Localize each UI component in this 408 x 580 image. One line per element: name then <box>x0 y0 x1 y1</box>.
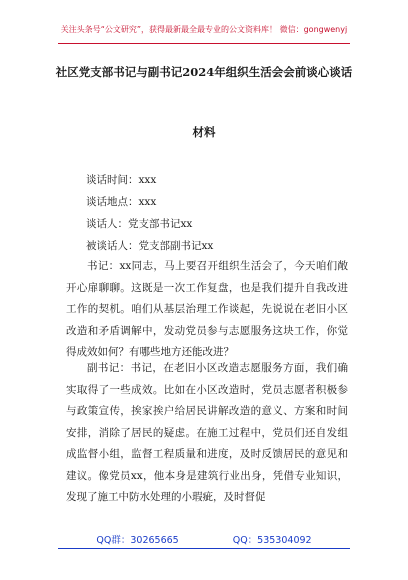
meta-speaker: 谈话人：党支部书记xx <box>86 218 193 230</box>
footer-qq-group: QQ群：30265665 <box>96 535 179 546</box>
footer-qq: QQ：535304092 <box>232 535 312 546</box>
meta-listener: 被谈话人：党支部副书记xx <box>86 240 214 252</box>
header-divider <box>58 43 350 44</box>
paragraph-secretary: 书记：xx同志，马上要召开组织生活会了，今天咱们敞开心扉聊聊。这既是一次工作复盘，也是我们提升自我改进工作的契机。咱们从基层治理工作谈起，先说说在老旧小区改造和矛盾调解中，发动党员参与志愿服务这块工作，你觉得成效如何？有哪些地方还能改进？ <box>66 260 348 358</box>
footer-contact <box>0 532 408 546</box>
document-title: 社区党支部书记与副书记2024年组织生活会会前谈心谈话 <box>55 65 353 79</box>
paragraph-deputy-secretary: 副书记：书记，在老旧小区改造志愿服务方面，我们确实取得了一些成效。比如在小区改造时，党员志愿者积极参与政策宣传，挨家挨户给居民讲解改造的意义、方案和时间安排，消除了居民的疑虑。在施工过程中，党员们还自发组成监督小组，监督工程质量和进度，及时反馈居民的意见和建议。像党员xx，他本身是建筑行业出身，凭借专业知识，发现了施工中防水处理的小瑕疵，及时督促 <box>66 362 348 503</box>
footer-divider <box>58 548 350 549</box>
meta-time: 谈话时间：xxx <box>86 174 157 186</box>
header-banner: 关注头条号“公文研究”，获得最新最全最专业的公文资料库！ 微信：gongwenyj <box>60 25 348 34</box>
meta-place: 谈话地点：xxx <box>86 196 157 208</box>
document-title-continued: 材料 <box>192 125 216 139</box>
